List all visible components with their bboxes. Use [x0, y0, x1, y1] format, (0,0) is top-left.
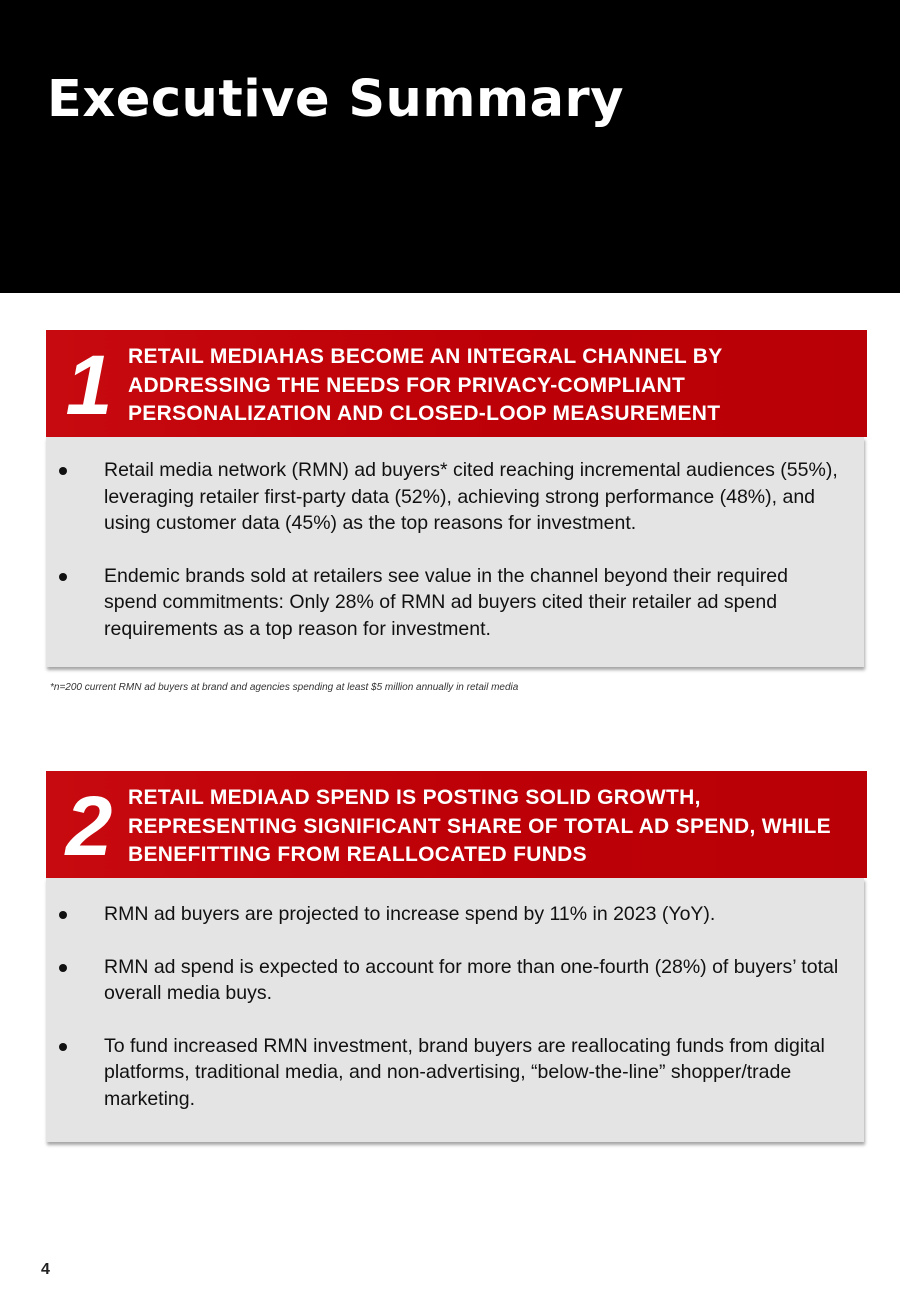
section-body-1: [46, 437, 864, 667]
summary-section-2: [46, 771, 867, 1142]
page-number: 4: [41, 1261, 50, 1278]
bullet-item: [58, 563, 844, 643]
section-number-1: 1: [65, 338, 113, 432]
header-band: [0, 0, 900, 293]
bullet-icon: [59, 911, 67, 919]
section-title-1: RETAIL MEDIAHAS BECOME AN INTEGRAL CHANNEL BY ADDRESSING THE NEEDS FOR PRIVACY-COMPLIANT PERSONALIZATION AND CLOSED-LOOP MEASUREMENT: [128, 345, 723, 425]
section-number-2: 2: [65, 779, 113, 873]
summary-section-1: [46, 330, 867, 667]
bullet-item: [58, 901, 844, 928]
bullet-list-2: [58, 901, 844, 1112]
bullet-text: RMN ad buyers are projected to increase spend by 11% in 2023 (YoY).: [104, 903, 716, 925]
section-body-2: [46, 878, 864, 1142]
section-header-1: [46, 330, 867, 437]
bullet-item: [58, 954, 844, 1007]
bullet-text: Retail media network (RMN) ad buyers* cited reaching incremental audiences (55%), leveraging retailer first-party data (52%), achieving strong performance (48%), and using customer data (45%) as the top reasons for investment.: [104, 459, 838, 534]
bullet-item: [58, 1033, 844, 1113]
footnote: *n=200 current RMN ad buyers at brand and agencies spending at least $5 million annually in retail media: [50, 682, 519, 693]
bullet-icon: [59, 1043, 67, 1051]
bullet-icon: [59, 573, 67, 581]
section-title-2: RETAIL MEDIAAD SPEND IS POSTING SOLID GROWTH, REPRESENTING SIGNIFICANT SHARE OF TOTAL AD SPEND, WHILE BENEFITTING FROM REALLOCATED FUNDS: [128, 786, 831, 866]
bullet-text: RMN ad spend is expected to account for more than one-fourth (28%) of buyers’ total overall media buys.: [104, 955, 839, 1004]
bullet-item: [58, 457, 844, 537]
bullet-list-1: [58, 457, 844, 642]
bullet-icon: [59, 964, 67, 972]
section-header-2: [46, 771, 867, 878]
page-title: Executive Summary: [47, 70, 624, 129]
bullet-text: Endemic brands sold at retailers see value in the channel beyond their required spend commitments: Only 28% of RMN ad buyers cited their retailer ad spend requirements as a top reason for investment.: [104, 564, 788, 640]
bullet-icon: [59, 467, 67, 475]
bullet-text: To fund increased RMN investment, brand buyers are reallocating funds from digital platforms, traditional media, and non-advertising, “below-the-line” shopper/trade marketing.: [104, 1034, 825, 1110]
